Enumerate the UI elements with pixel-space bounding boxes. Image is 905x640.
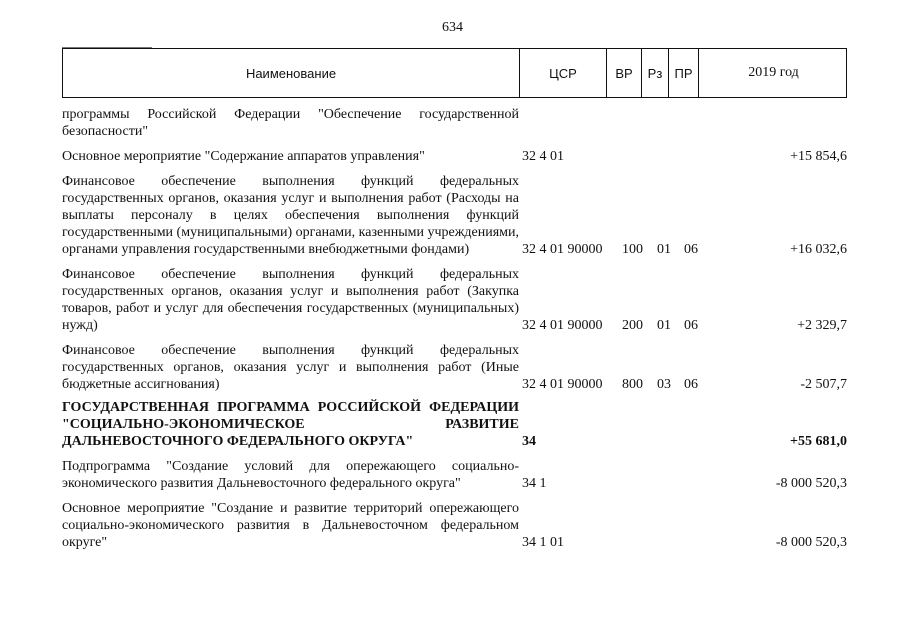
table-row — [62, 342, 847, 393]
row-amount: +16 032,6 — [790, 242, 847, 257]
table-row — [62, 266, 847, 334]
header-csr: ЦСР — [520, 49, 607, 97]
row-pr: 06 — [684, 242, 698, 257]
table-row — [62, 106, 847, 140]
row-amount: -2 507,7 — [800, 377, 847, 392]
row-csr: 34 — [522, 434, 536, 449]
table-row — [62, 173, 847, 258]
header-year: 2019 год — [748, 65, 799, 80]
row-amount: +15 854,6 — [790, 149, 847, 164]
header-rz: Рз — [642, 49, 669, 97]
row-csr: 34 1 — [522, 476, 547, 491]
header-name: Наименование — [63, 49, 520, 97]
table-header — [62, 48, 847, 98]
row-name: Подпрограмма "Создание условий для опережающего социально-экономического развития Дальневосточного федерального округа" — [62, 459, 519, 491]
row-name: Основное мероприятие "Содержание аппаратов управления" — [62, 149, 425, 164]
table-body — [62, 106, 847, 559]
row-amount: -8 000 520,3 — [775, 476, 847, 491]
row-csr: 32 4 01 90000 — [522, 377, 603, 392]
row-vr: 200 — [622, 318, 643, 333]
row-rz: 01 — [657, 318, 671, 333]
row-pr: 06 — [684, 318, 698, 333]
row-pr: 06 — [684, 377, 698, 392]
row-amount: -8 000 520,3 — [775, 535, 847, 550]
row-vr: 800 — [622, 377, 643, 392]
row-name: Финансовое обеспечение выполнения функций федеральных государственных органов, оказания услуг и выполнения работ (Иные бюджетные ассигнования) — [62, 343, 519, 392]
header-vr: ВР — [607, 49, 642, 97]
page-number: 634 — [442, 20, 463, 35]
row-name: Основное мероприятие "Создание и развитие территорий опережающего социально-экономического развития в Дальневосточном федеральном округе" — [62, 501, 519, 550]
row-amount: +55 681,0 — [790, 434, 847, 449]
row-rz: 01 — [657, 242, 671, 257]
row-name: Финансовое обеспечение выполнения функций федеральных государственных органов, оказания услуг и выполнения работ (Расходы на выплаты персоналу в целях обеспечения выполнения функций государственными (муниципальными) органами, казенными учреждениями, органами управления государственными внебюджетными фондами) — [62, 174, 519, 257]
row-vr: 100 — [622, 242, 643, 257]
row-csr: 32 4 01 — [522, 149, 564, 164]
row-name: программы Российской Федерации "Обеспечение государственной безопасности" — [62, 107, 519, 139]
table-row — [62, 500, 847, 551]
row-csr: 32 4 01 90000 — [522, 318, 603, 333]
row-csr: 32 4 01 90000 — [522, 242, 603, 257]
header-pr: ПР — [669, 49, 699, 97]
table-row — [62, 148, 847, 165]
row-name: Финансовое обеспечение выполнения функций федеральных государственных органов, оказания услуг и выполнения работ (Закупка товаров, работ и услуг для обеспечения государственных (муниципальных) нужд) — [62, 267, 519, 333]
table-row — [62, 458, 847, 492]
row-rz: 03 — [657, 377, 671, 392]
table-row — [62, 399, 847, 450]
row-name: ГОСУДАРСТВЕННАЯ ПРОГРАММА РОССИЙСКОЙ ФЕДЕРАЦИИ "СОЦИАЛЬНО-ЭКОНОМИЧЕСКОЕ РАЗВИТИЕ ДАЛЬНЕВОСТОЧНОГО ФЕДЕРАЛЬНОГО ОКРУГА" — [62, 400, 519, 449]
row-csr: 34 1 01 — [522, 535, 564, 550]
row-amount: +2 329,7 — [797, 318, 847, 333]
